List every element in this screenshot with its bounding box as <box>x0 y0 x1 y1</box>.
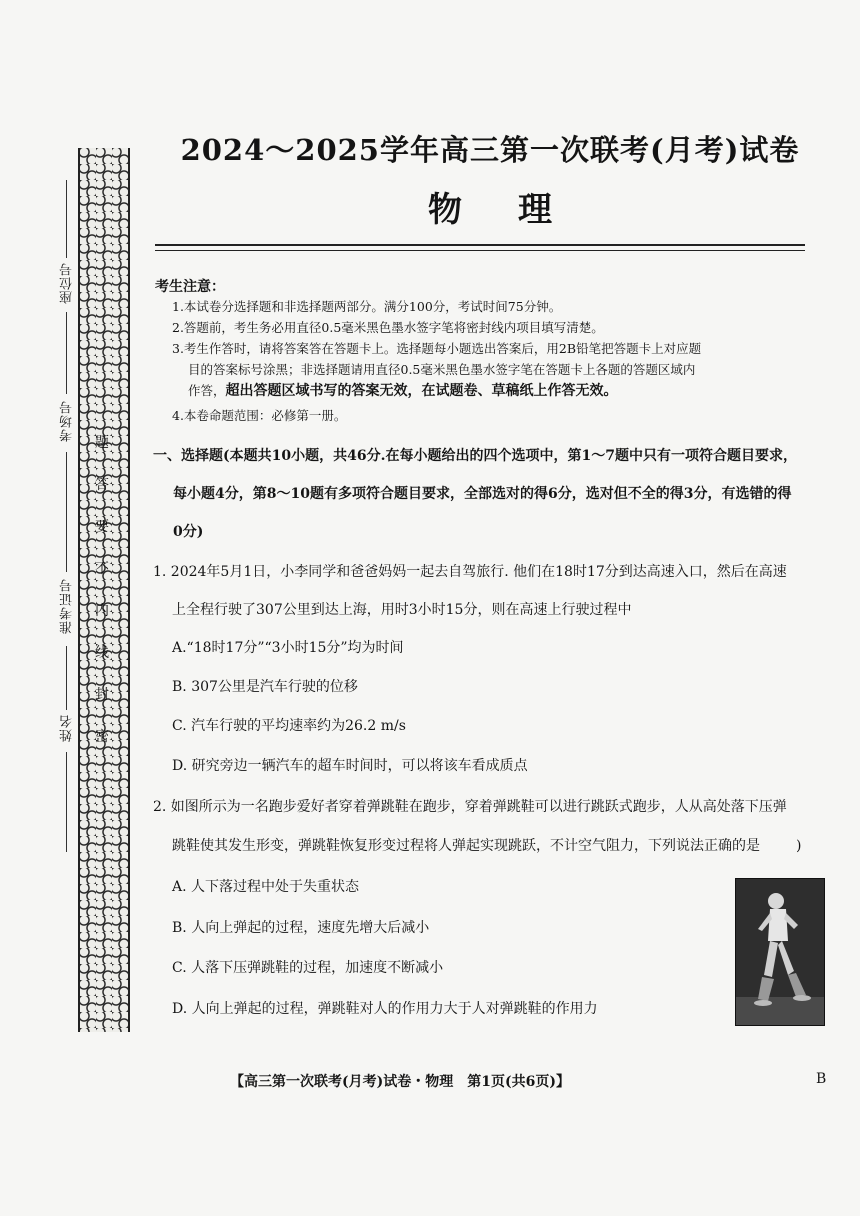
seal-char: 答 <box>95 477 109 493</box>
notice-item: 1.本试卷分选择题和非选择题两部分。满分100分，考试时间75分钟。 <box>172 299 562 314</box>
name-line <box>66 752 67 852</box>
notice-item <box>188 381 808 401</box>
seal-char: 线 <box>95 645 109 661</box>
seal-char: 要 <box>95 519 109 535</box>
question-1-stem: 1. 2024年5月1日，小李同学和爸爸妈妈一起去自驾旅行. 他们在18时17分到达高速入口，然后在高速 <box>153 564 787 580</box>
question-2-stem: 2. 如图所示为一名跑步爱好者穿着弹跳鞋在跑步，穿着弹跳鞋可以进行跳跃式跑步，人从高处落下压弹 <box>153 799 787 815</box>
binding-strip <box>78 148 130 1032</box>
question-2-option-c: C. 人落下压弹跳鞋的过程，加速度不断减小 <box>172 960 444 976</box>
version-mark: B <box>816 1071 827 1087</box>
notice-item: 2.答题前，考生务必用直径0.5毫米黑色墨水签字笔将密封线内项目填写清楚。 <box>172 320 604 335</box>
answer-paren: ) <box>796 838 802 854</box>
section-instructions: 0分) <box>173 524 204 540</box>
question-2-stem: 跳鞋使其发生形变，弹跳鞋恢复形变过程将人弹起实现跳跃，不计空气阻力，下列说法正确的是 <box>172 838 760 854</box>
name-label: 姓名 <box>60 714 75 742</box>
seat-line-2 <box>66 312 67 394</box>
seal-char: 不 <box>95 561 109 577</box>
section-instructions: 每小题4分，第8～10题有多项符合题目要求，全部选对的得6分，选对但不全的得3分，有选错的得 <box>173 486 792 502</box>
notice-item-prefix: 作答， <box>188 383 226 398</box>
question-2-option-d: D. 人向上弹起的过程，弹跳鞋对人的作用力大于人对弹跳鞋的作用力 <box>172 1001 598 1017</box>
question-2-option-a: A. 人下落过程中处于失重状态 <box>172 879 360 895</box>
notice-heading: 考生注意： <box>155 279 225 295</box>
question-1-option-a: A.“18时17分”“3小时15分”均为时间 <box>172 640 404 656</box>
question-1-option-d: D. 研究旁边一辆汽车的超车时间时，可以将该车看成质点 <box>172 758 528 774</box>
seal-char: 密 <box>95 729 109 745</box>
page-footer: 【高三第一次联考(月考)试卷・物理 第1页(共6页)】 <box>230 1074 570 1090</box>
runner-photo <box>735 878 825 1026</box>
seat-label: 座位号 <box>60 262 75 304</box>
seal-char: 题 <box>95 435 109 451</box>
section-instructions: 一、选择题(本题共10小题，共46分.在每小题给出的四个选项中，第1～7题中只有一项符合题目要求， <box>153 448 797 464</box>
notice-warning: 超出答题区域书写的答案无效，在试题卷、草稿纸上作答无效。 <box>225 383 618 399</box>
notice-item: 3.考生作答时，请将答案答在答题卡上。选择题每小题选出答案后，用2B铅笔把答题卡上对应题 <box>172 341 702 356</box>
question-1-option-c: C. 汽车行驶的平均速率约为26.2 m/s <box>172 718 406 734</box>
question-1-stem: 上全程行驶了307公里到达上海，用时3小时15分，则在高速上行驶过程中 <box>172 602 632 618</box>
admission-line <box>66 646 67 710</box>
exam-room-label: 考场号 <box>60 400 75 442</box>
header-rule <box>155 244 805 246</box>
seal-char: 内 <box>95 603 109 619</box>
admission-label: 准考证号 <box>60 578 75 634</box>
notice-item: 4.本卷命题范围：必修第一册。 <box>172 408 347 423</box>
seat-line <box>66 180 67 258</box>
question-2-option-b: B. 人向上弹起的过程，速度先增大后减小 <box>172 920 430 936</box>
runner-figure <box>736 879 824 1025</box>
subject-title: 物理 <box>428 190 608 230</box>
seal-char: 封 <box>95 687 109 703</box>
notice-item: 目的答案标号涂黑；非选择题请用直径0.5毫米黑色墨水签字笔在答题卡上各题的答题区域内 <box>188 362 696 377</box>
question-1-option-b: B. 307公里是汽车行驶的位移 <box>172 679 358 695</box>
header-rule-thin <box>155 250 805 251</box>
exam-title: 2024～2025学年高三第一次联考(月考)试卷 <box>180 133 800 167</box>
exam-room-line <box>66 452 67 572</box>
